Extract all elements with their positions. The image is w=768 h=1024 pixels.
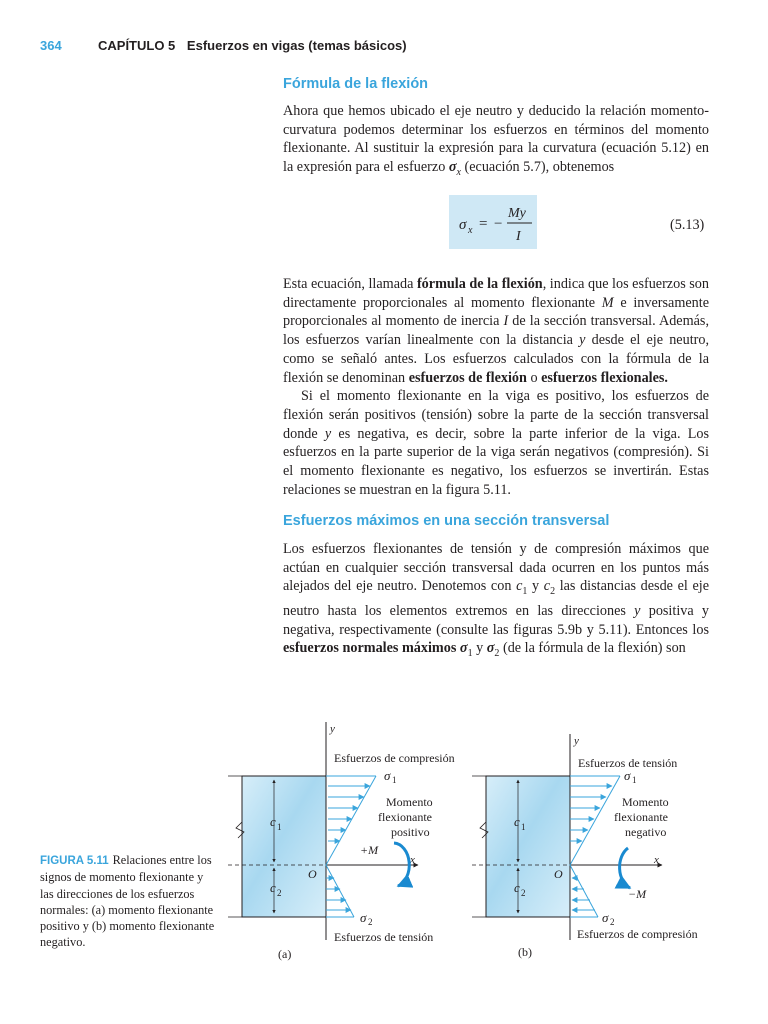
panel-b — [472, 734, 698, 959]
moment-symbol-a: +M — [360, 843, 379, 857]
paragraph-flexion — [283, 275, 709, 499]
text: Los esfuerzos flexionantes de tensión y de compresión máximos que actúan en cualquier sección transversal dada ocurren en los puntos más alejados del eje neutro. Denotemos con — [283, 541, 709, 595]
moment-line1-b: Momento — [622, 795, 669, 809]
text: y — [472, 640, 487, 657]
moment-line1-a: Momento — [386, 795, 433, 809]
moment-arrow-b — [620, 848, 630, 888]
c1-label-b: c — [514, 814, 520, 829]
bold-term: esfuerzos flexionales. — [541, 369, 668, 386]
stress-diagonal-a-bottom — [326, 865, 354, 917]
c2-label-a: c — [270, 880, 276, 895]
origin-label-a: O — [308, 867, 317, 881]
chapter-label: CAPÍTULO 5 — [98, 38, 176, 53]
panel-a — [228, 722, 455, 961]
subscript: 1 — [522, 586, 528, 598]
sigma-subscript: x — [456, 166, 461, 178]
y-axis-label-a: y — [330, 723, 335, 735]
text: Esta ecuación, llamada — [283, 276, 417, 292]
origin-label-b: O — [554, 867, 563, 881]
symbol-y: y — [634, 602, 641, 619]
sigma-symbol: σ — [459, 640, 468, 657]
sigma1-a: σ — [384, 768, 391, 783]
text: , indica que los esfuerzos son directamente proporcionales al momento flexionante — [283, 276, 709, 311]
paragraph-text-end: (ecuación 5.7), obtenemos — [460, 159, 615, 176]
top-label-b: Esfuerzos de tensión — [578, 756, 678, 770]
c1-sub-b: 1 — [521, 822, 526, 832]
sigma1-sub-b: 1 — [632, 775, 637, 785]
sigma2-b: σ — [602, 910, 609, 925]
x-axis-label-b: x — [654, 854, 659, 866]
text: Si el momento flexionante en la viga es positivo, los esfuerzos de flexión serán positivos (tensión) sobre la parte de la sección transversal donde — [283, 388, 709, 442]
text: las distancias desde el eje neutro hasta los elementos extremos en las direcciones — [283, 578, 710, 619]
moment-line2-b: flexionante — [614, 810, 668, 824]
symbol-M: M — [601, 294, 614, 311]
chapter-title: Esfuerzos en vigas (temas básicos) — [186, 38, 407, 53]
symbol-y: y — [579, 332, 586, 349]
text: es negativa, es decir, sobre la parte inferior de la viga. Los esfuerzos en la parte superior de la viga serán negativos (compresión). Si el momento flexionante es negativo, los esfuerzos se invertirán. Estas relaciones se muestran en la figura 5.11. — [283, 425, 709, 498]
text: (de la fórmula de la flexión) son — [499, 640, 686, 657]
equation-box — [449, 195, 537, 249]
symbol-y: y — [324, 425, 332, 442]
subscript: 1 — [467, 648, 473, 660]
eq-denominator: I — [516, 229, 521, 244]
eq-equals: = — [479, 216, 488, 232]
section-title-flexion-formula: Fórmula de la flexión — [283, 76, 429, 92]
symbol-c: c — [543, 578, 551, 595]
text: desde el eje neutro, como se señaló antes. Los esfuerzos calculados con la fórmula de la flexión se denominan — [283, 332, 709, 386]
figure-caption — [40, 852, 215, 951]
compression-arrows-a — [328, 786, 370, 841]
top-label-a: Esfuerzos de compresión — [334, 751, 455, 765]
text: y — [527, 578, 544, 595]
bottom-label-a: Esfuerzos de tensión — [334, 930, 434, 944]
text: positiva y negativa, respectivamente (consulte las figuras 5.9b y 5.11). Entonces los — [283, 602, 709, 638]
eq-lhs: σ — [459, 217, 467, 233]
c2-label-b: c — [514, 880, 520, 895]
moment-line3-a: positivo — [391, 825, 430, 839]
page-number: 364 — [40, 38, 62, 53]
section-title-max-stress: Esfuerzos máximos en una sección transversal — [283, 513, 610, 529]
sigma-symbol: σ — [486, 640, 495, 657]
caption-text: Relaciones entre los signos de momento flexionante y las direcciones de los esfuerzos normales: (a) momento flexionante positivo y (b) momento flexionante negativo. — [40, 853, 215, 950]
beam-b — [486, 776, 570, 917]
figure-label: FIGURA 5.11 — [40, 855, 109, 867]
y-axis-label-b: y — [574, 735, 579, 747]
paragraph-intro — [283, 102, 709, 183]
running-header — [98, 38, 407, 53]
paragraph-max-stress — [283, 540, 709, 664]
equation-number: (5.13) — [670, 217, 705, 233]
subscript: 2 — [550, 586, 556, 598]
sigma-symbol: σ — [448, 159, 457, 176]
sigma2-a: σ — [360, 910, 367, 925]
figure-5-11 — [228, 712, 728, 982]
subscript: 2 — [494, 648, 500, 660]
paragraph-text: Ahora que hemos ubicado el eje neutro y deducido la relación momento-curvatura podemos determinar los esfuerzos en términos del momento flexionante. Al sustituir la expresión para la curvatura (ecuación 5.12) en la expresión para el esfuerzo — [283, 103, 709, 176]
equation-svg — [449, 195, 537, 249]
stress-diagonal-b-bottom — [570, 865, 598, 917]
sigma2-sub-b: 2 — [610, 917, 615, 927]
beam-a — [242, 776, 326, 917]
bold-term: esfuerzos de flexión — [408, 369, 527, 386]
bold-term: fórmula de la flexión — [416, 276, 543, 292]
text: e inversamente proporcionales al momento de inercia — [283, 294, 709, 330]
symbol-c: c — [516, 578, 523, 595]
text: o — [526, 369, 542, 386]
eq-lhs-sub: x — [468, 225, 473, 236]
text: de la sección transversal. Además, los esfuerzos varían linealmente con la distancia — [283, 313, 709, 349]
symbol-I: I — [503, 313, 509, 330]
sigma2-sub-a: 2 — [368, 917, 373, 927]
stress-diagonal-b-top — [570, 776, 620, 865]
bold-term: esfuerzos normales máximos — [283, 640, 457, 657]
panel-label-a: (a) — [278, 947, 292, 961]
sigma1-b: σ — [624, 768, 631, 783]
panel-label-b: (b) — [518, 945, 532, 959]
eq-numerator: My — [508, 206, 526, 221]
c2-sub-b: 2 — [521, 888, 526, 898]
bottom-label-b: Esfuerzos de compresión — [577, 927, 698, 941]
tension-arrows-b — [570, 786, 612, 841]
c1-label-a: c — [270, 814, 276, 829]
moment-line3-b: negativo — [625, 825, 667, 839]
x-axis-label-a: x — [410, 854, 415, 866]
eq-minus: − — [494, 216, 503, 232]
sigma1-sub-a: 1 — [392, 775, 397, 785]
c1-sub-a: 1 — [277, 822, 282, 832]
moment-line2-a: flexionante — [378, 810, 432, 824]
moment-symbol-b: −M — [628, 887, 647, 901]
c2-sub-a: 2 — [277, 888, 282, 898]
